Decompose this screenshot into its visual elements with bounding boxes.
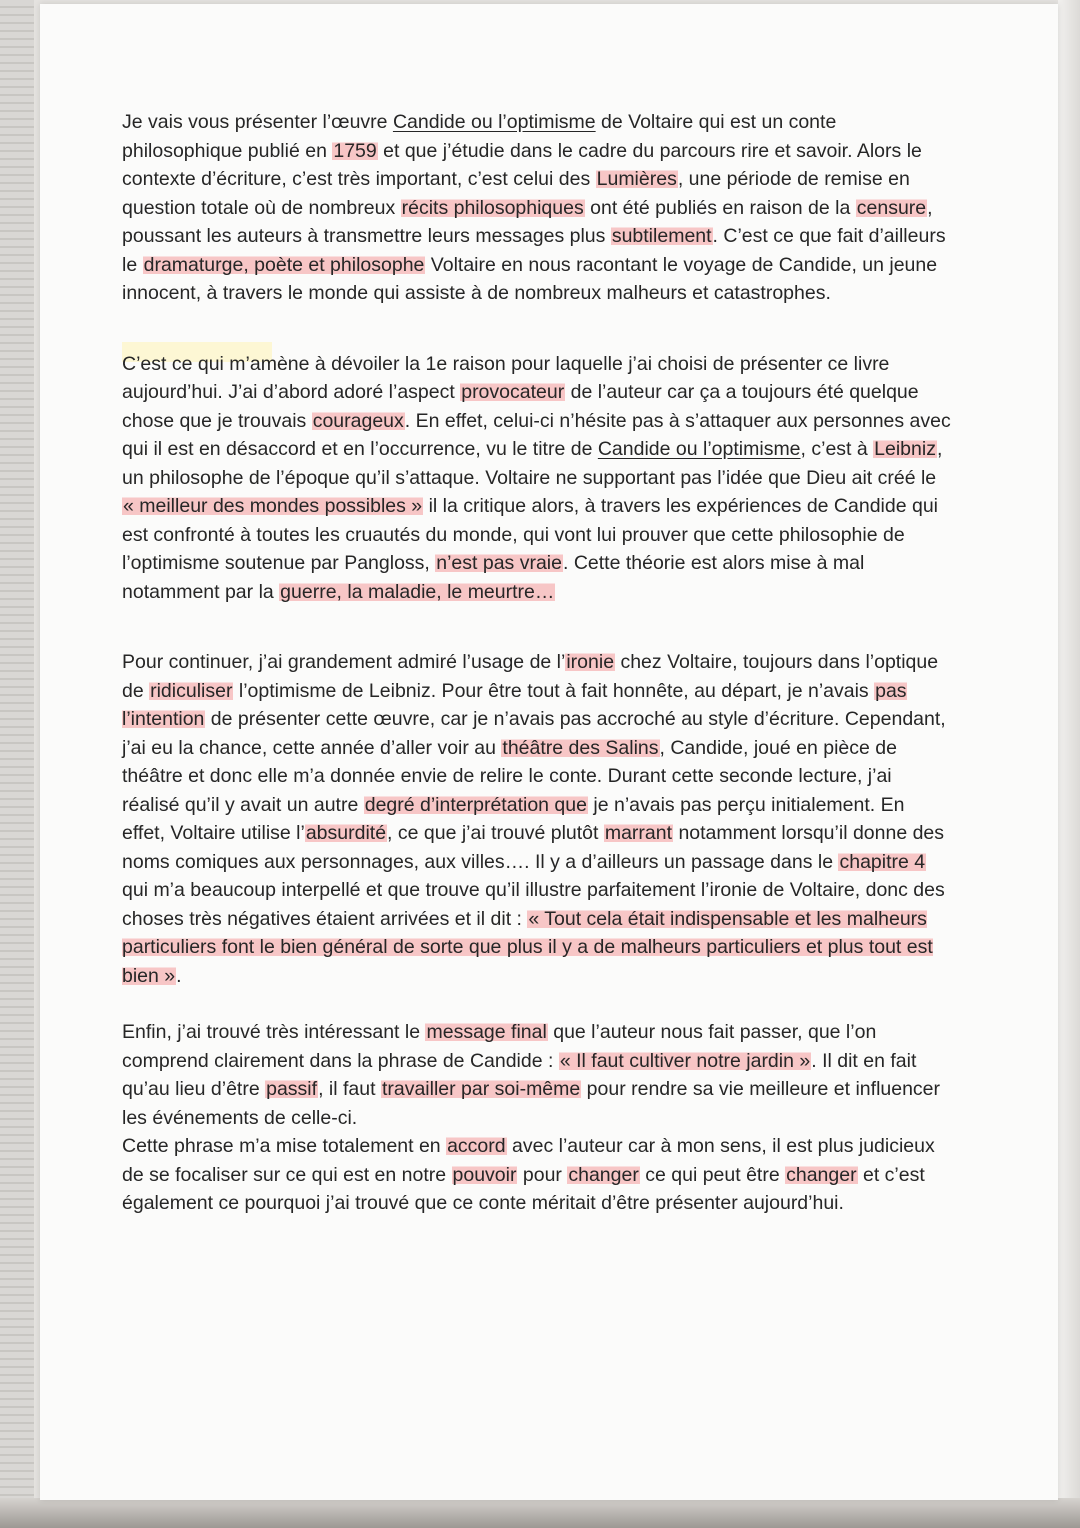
- highlighted-text: 1759: [333, 139, 377, 162]
- text-segment: de l’auteur car ça a toujours été quelque chose que je trouvais: [122, 381, 919, 432]
- highlighted-text: marrant: [604, 822, 673, 844]
- text-segment: Cette phrase m’a mise totalement en: [122, 1135, 447, 1157]
- text-segment: Enfin, j’ai trouvé très intéressant le: [122, 1021, 426, 1043]
- text-segment: et que j’étudie dans le cadre du parcours rire et savoir. Alors le contexte d’écriture, c’est très important, c’est celui des: [122, 139, 922, 190]
- text-segment: avec l’auteur car à mon sens, il est plus judicieux de se focaliser sur ce qui est en notre: [122, 1135, 935, 1186]
- text-segment: chez Voltaire, toujours dans l’optique de: [122, 651, 939, 702]
- highlighted-text: dramaturge, poète et philosophe: [143, 253, 425, 276]
- highlighted-text: ridiculiser: [150, 679, 233, 702]
- text-segment: , il faut: [318, 1078, 381, 1100]
- highlighted-text: absurdité: [305, 822, 387, 844]
- text-segment: ce qui peut être: [639, 1163, 786, 1186]
- text-segment: Je vais vous présenter l’œuvre: [122, 111, 393, 133]
- page-bottom-edge: [0, 1498, 1080, 1528]
- highlighted-text: changer: [786, 1163, 857, 1186]
- text-segment: .: [176, 964, 182, 987]
- text-segment: , c’est à: [800, 438, 874, 460]
- text-segment: je n’avais pas perçu initialement. En effet, Voltaire utilise l’: [122, 793, 905, 844]
- text-segment: et c’est également ce pourquoi j’ai trouvé que ce conte méritait d’être présenter aujourd’hui.: [122, 1163, 925, 1214]
- text-segment: ont été publiés en raison de la: [584, 196, 856, 219]
- text-segment: . Il dit en fait qu’au lieu d’être: [122, 1049, 917, 1100]
- highlighted-text: ironie: [566, 651, 615, 673]
- highlighted-text: travailler par soi-même: [381, 1078, 581, 1100]
- highlighted-text: théâtre des Salins: [502, 736, 659, 759]
- text-segment: , poussant les auteurs à transmettre leurs messages plus: [122, 196, 933, 247]
- text-segment: que l’auteur nous fait passer, que l’on comprend clairement dans la phrase de Candide :: [122, 1021, 877, 1072]
- highlighted-text: provocateur: [461, 381, 565, 403]
- highlighted-text: « Tout cela était indispensable et les malheurs particuliers font le bien général de sorte que plus il y a de malheurs particuliers et plus tout est bien »: [122, 907, 933, 987]
- highlighted-text: courageux: [312, 409, 404, 432]
- paper-sheet: [40, 4, 1058, 1500]
- highlighted-text: pas l’intention: [122, 679, 907, 730]
- highlighted-text: Lumières: [596, 168, 677, 190]
- paragraph-first-reason: [122, 350, 952, 607]
- text-segment: , un philosophe de l’époque qu’il s’attaque. Voltaire ne supportant pas l’idée que Dieu ait créé le: [122, 438, 943, 489]
- text-segment: . C’est ce que fait d’ailleurs le: [122, 225, 946, 276]
- text-segment: pour rendre sa vie meilleure et influencer les événements de celle-ci.: [122, 1078, 941, 1129]
- highlighted-text: pouvoir: [452, 1163, 517, 1186]
- document-body: [122, 108, 952, 1260]
- text-segment: pour: [517, 1163, 568, 1186]
- text-segment: . En effet, celui-ci n’hésite pas à s’attaquer aux personnes avec qui il est en désaccord et en l’occurrence, vu le titre de: [122, 409, 951, 460]
- book-title: Candide ou l’optimisme: [392, 111, 596, 133]
- text-segment: de Voltaire qui est un conte philosophique publié en: [122, 111, 837, 162]
- text-segment: de présenter cette œuvre, car je n’avais pas accroché au style d’écriture. Cependant, j’ai eu la chance, cette année d’aller voir au: [122, 708, 946, 759]
- text-segment: , ce que j’ai trouvé plutôt: [387, 822, 604, 844]
- binder-edge: [0, 0, 34, 1528]
- highlighted-text: subtilement: [611, 225, 712, 247]
- highlighted-text: message final: [426, 1021, 547, 1043]
- highlighted-text: Leibniz: [874, 438, 936, 460]
- text-segment: Pour continuer, j’ai grandement admiré l’usage de l’: [122, 651, 566, 673]
- highlighted-text: « meilleur des mondes possibles »: [123, 495, 423, 517]
- highlighted-text: changer: [568, 1163, 639, 1186]
- highlighted-text: passif: [266, 1078, 318, 1100]
- highlighted-text: « Il faut cultiver notre jardin »: [559, 1049, 811, 1072]
- text-segment: . Cette théorie est alors mise à mal notamment par la: [122, 552, 865, 603]
- highlighted-text: accord: [447, 1135, 506, 1157]
- highlighted-text: degré d’interprétation que: [364, 793, 587, 816]
- highlighted-text: censure: [856, 196, 927, 219]
- paragraph-irony: [122, 648, 952, 990]
- text-segment: l’optimisme de Leibniz. Pour être tout à fait honnête, au départ, je n’avais: [233, 679, 875, 702]
- page-right-edge: [1058, 0, 1080, 1528]
- text-segment: qui m’a beaucoup interpellé et que trouve qu’il illustre parfaitement l’ironie de Voltaire, donc des choses très négatives étaient arrivées et il dit :: [122, 879, 945, 930]
- paragraph-introduction: [122, 108, 952, 308]
- text-segment: il la critique alors, à travers les expériences de Candide qui est confronté à toutes les cruautés du monde, qui vont lui prouver que cette philosophie de l’optimisme soutenue par Pangloss,: [122, 495, 939, 574]
- text-segment: Voltaire en nous racontant le voyage de Candide, un jeune innocent, à travers le monde qui assiste à de nombreux malheurs et catastrophes.: [122, 253, 938, 304]
- text-segment: notamment lorsqu’il donne des noms comiques aux personnages, aux villes…. Il y a d’ailleurs un passage dans le: [122, 822, 945, 873]
- paragraph-conclusion: [122, 1018, 952, 1218]
- highlighted-text: récits philosophiques: [401, 196, 584, 219]
- book-title: Candide ou l’optimisme: [597, 438, 801, 460]
- text-segment: C’est ce qui m’amène à dévoiler la 1e raison pour laquelle j’ai choisi de présenter ce livre aujourd’hui. J’ai d’abord adoré l’aspect: [122, 352, 890, 403]
- highlighted-text: chapitre 4: [839, 850, 926, 873]
- highlighted-text: n’est pas vraie: [436, 552, 562, 574]
- highlighted-text: guerre, la maladie, le meurtre…: [280, 580, 555, 603]
- text-segment: , une période de remise en question totale où de nombreux: [122, 168, 910, 219]
- text-segment: , Candide, joué en pièce de théâtre et donc elle m’a donnée envie de relire le conte. Durant cette seconde lecture, j’ai réalisé qu’il y avait un autre: [122, 736, 897, 816]
